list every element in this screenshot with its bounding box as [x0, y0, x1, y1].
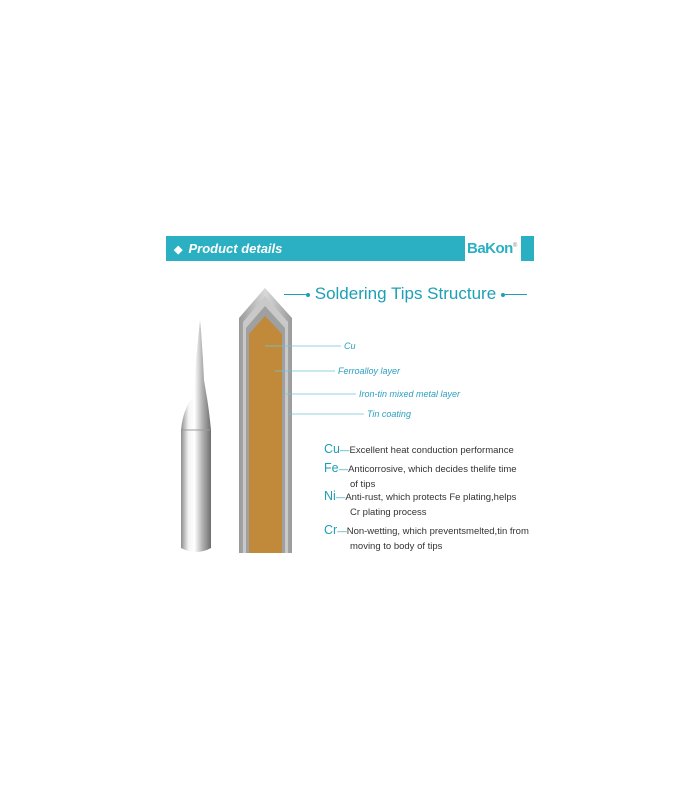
diamond-icon: ◆	[174, 244, 183, 256]
layer-label-ferroalloy: Ferroalloy layer	[338, 366, 401, 376]
property-cu: Cu—Excellent heat conduction performance	[324, 442, 514, 456]
layer-label-cu: Cu	[344, 341, 356, 351]
property-ni: Ni—Anti-rust, which protects Fe plating,helps Cr plating process	[324, 489, 517, 518]
property-fe: Fe—Anticorrosive, which decides thelife time of tips	[324, 461, 517, 490]
property-text-cont: of tips	[350, 479, 376, 490]
soldering-tip-photo	[181, 320, 211, 552]
layer-label-tin-coating: Tin coating	[367, 409, 411, 419]
brand-logo-text: BaKon	[467, 240, 513, 257]
property-symbol: Ni	[324, 489, 336, 503]
copper-core	[249, 316, 282, 553]
layer-label-iron-tin: Iron-tin mixed metal layer	[359, 389, 461, 399]
property-cr: Cr—Non-wetting, which preventsmelted,tin from moving to body of tips	[324, 523, 529, 552]
property-text: Anticorrosive, which decides thelife time	[348, 464, 517, 475]
tip-cross-section	[239, 288, 292, 553]
registered-mark: ®	[512, 243, 517, 249]
property-text-cont: Cr plating process	[350, 507, 427, 518]
property-symbol: Fe	[324, 461, 339, 475]
property-text-cont: moving to body of tips	[350, 541, 443, 552]
property-text: Non-wetting, which preventsmelted,tin from	[346, 526, 529, 537]
banner-title-text: Product details	[188, 241, 283, 256]
diagram-title-text: Soldering Tips Structure	[314, 284, 497, 303]
property-text: Excellent heat conduction performance	[349, 445, 514, 456]
property-text: Anti-rust, which protects Fe plating,helps	[345, 492, 517, 503]
property-symbol: Cr	[324, 523, 338, 537]
property-symbol: Cu	[324, 442, 340, 456]
